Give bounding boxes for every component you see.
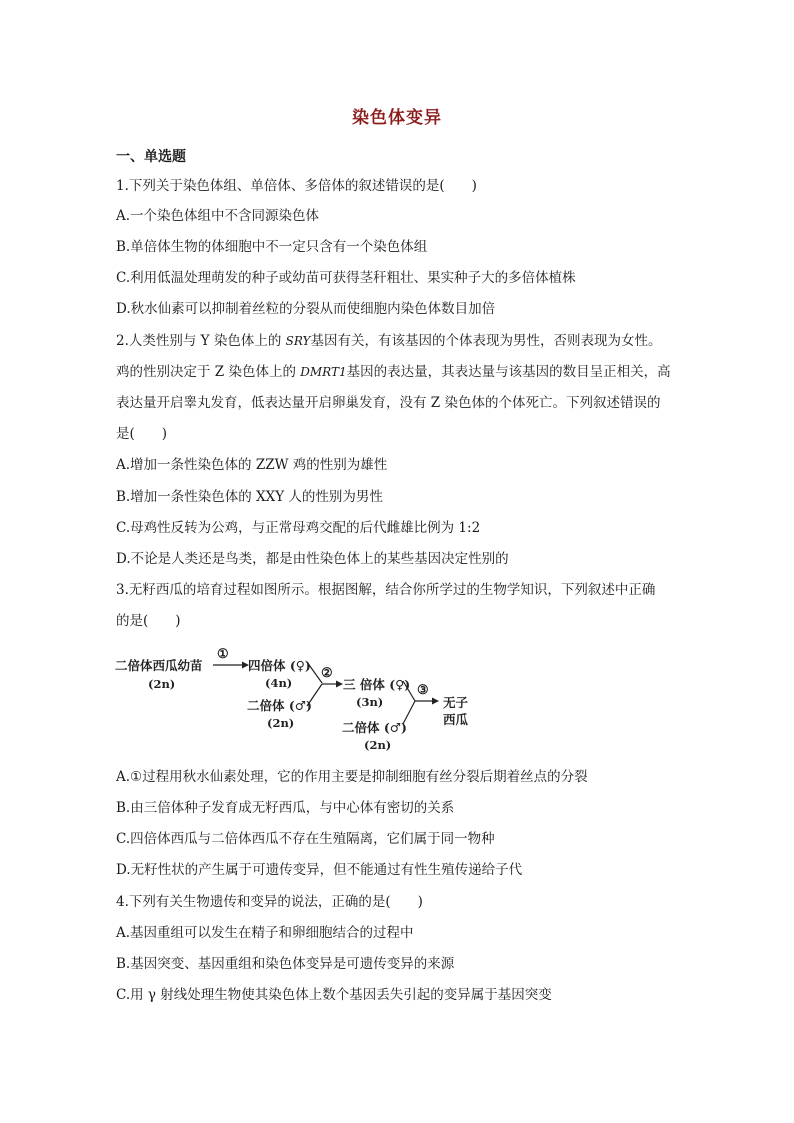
watermelon-breeding-diagram [110,648,490,756]
diploid-male-label-2: 二倍体 (♂) [342,720,407,735]
diploid-seedling-label: 二倍体西瓜幼苗 [115,658,203,673]
step3-marker: ③ [417,683,429,698]
q1-option-d: D.秋水仙素可以抑制着丝粒的分裂从而使细胞内染色体数目加倍 [116,301,496,317]
q4-stem: 4.下列有关生物遗传和变异的说法，正确的是( ) [116,894,423,910]
q3-option-c: C.四倍体西瓜与二倍体西瓜不存在生殖隔离，它们属于同一物种 [116,831,495,847]
q2-stem-line2: 鸡的性别决定于 Z 染色体上的 DMRT1基因的表达量，其表达量与该基因的数目呈正相关，高 [116,364,671,380]
q2-option-d: D.不论是人类还是鸟类，都是由性染色体上的某些基因决定性别的 [116,551,509,567]
q1-option-c: C.利用低温处理萌发的种子或幼苗可获得茎秆粗壮、果实种子大的多倍体植株 [116,270,576,286]
gene-sry: SRY [285,334,311,348]
arrow-step2-head [336,681,343,688]
tetraploid-ploidy: (4n) [265,676,293,690]
q1-option-b: B.单倍体生物的体细胞中不一定只含有一个染色体组 [116,239,428,255]
diploid-male-ploidy-2: (2n) [364,738,392,752]
q2-stem-line4: 是( ) [116,426,168,442]
q1-option-a: A.一个染色体组中不含同源染色体 [116,208,320,224]
step2-marker: ② [321,666,333,681]
q2-option-c: C.母鸡性反转为公鸡，与正常母鸡交配的后代雌雄比例为 1:2 [116,520,481,536]
diploid-seedling-ploidy: (2n) [148,677,176,691]
q3-option-b: B.由三倍体种子发育成无籽西瓜，与中心体有密切的关系 [116,800,455,816]
triploid-female-label: 三 倍体 (♀) [343,677,411,692]
q4-option-a: A.基因重组可以发生在精子和卵细胞结合的过程中 [116,925,414,941]
q2-option-b: B.增加一条性染色体的 XXY 人的性别为男性 [116,489,383,505]
q2-option-a: A.增加一条性染色体的 ZZW 鸡的性别为雄性 [116,457,388,473]
diploid-male-ploidy-1: (2n) [267,716,295,730]
page-title: 染色体变异 [352,108,442,128]
seedless-result-label-1: 无子 [443,695,469,710]
gene-dmrt1: DMRT1 [300,365,347,379]
q4-option-b: B.基因突变、基因重组和染色体变异是可遗传变异的来源 [116,956,455,972]
arrow-step3-head [432,698,439,705]
section-heading: 一、单选题 [116,149,186,165]
seedless-result-label-2: 西瓜 [443,712,469,727]
q2-stem-line3: 表达量开启睾丸发育，低表达量开启卵巢发育，没有 Z 染色体的个体死亡。下列叙述错误的 [116,395,661,411]
q3-option-d: D.无籽性状的产生属于可遗传变异，但不能通过有性生殖传递给子代 [116,862,523,878]
step1-marker: ① [217,647,229,662]
q4-option-c: C.用 γ 射线处理生物使其染色体上数个基因丢失引起的变异属于基因突变 [116,987,552,1003]
tetraploid-female-label: 四倍体 (♀) [248,658,311,673]
q3-option-a: A.①过程用秋水仙素处理，它的作用主要是抑制细胞有丝分裂后期着丝点的分裂 [116,769,588,785]
q1-stem: 1.下列关于染色体组、单倍体、多倍体的叙述错误的是( ) [116,178,477,194]
diploid-male-label-1: 二倍体 (♂) [247,698,312,713]
q2-stem-line1: 2.人类性别与 Y 染色体上的 SRY基因有关，有该基因的个体表现为男性，否则表现为女性。 [116,333,662,349]
triploid-ploidy: (3n) [356,695,384,709]
q3-stem-line2: 的是( ) [116,613,181,629]
q3-stem-line1: 3.无籽西瓜的培育过程如图所示。根据图解，结合你所学过的生物学知识，下列叙述中正确 [116,582,656,598]
